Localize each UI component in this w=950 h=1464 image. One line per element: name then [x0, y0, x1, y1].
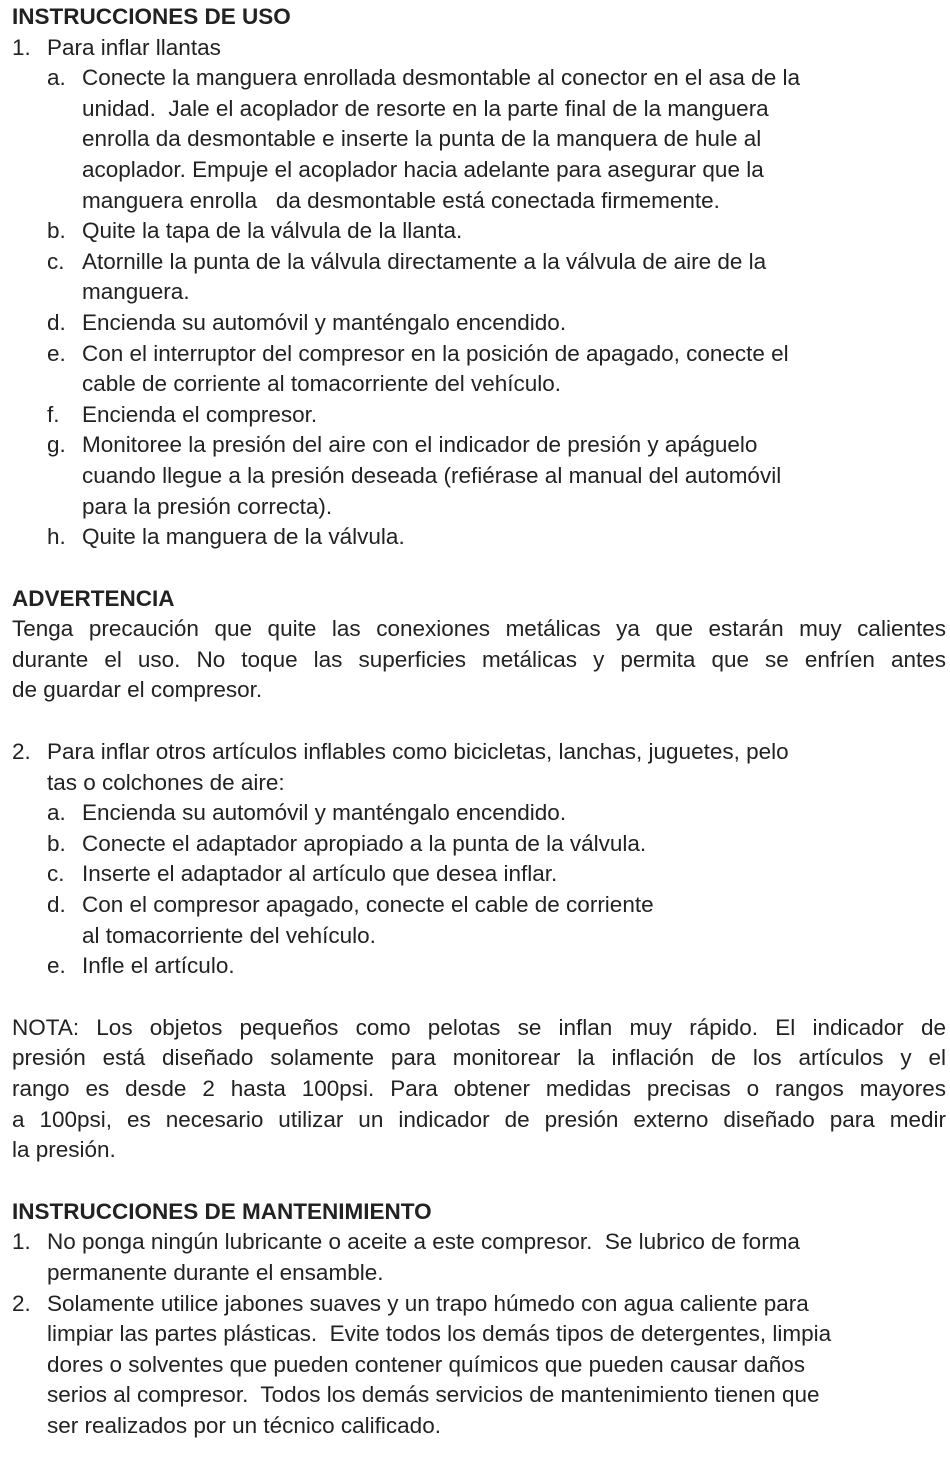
note-text-line: a 100psi, es necesario utilizar un indicador de presión externo diseñado para medir: [12, 1106, 946, 1132]
step-text-line: unidad. Jale el acoplador de resorte en la parte final de la manguera: [82, 95, 769, 121]
list-marker: g.: [47, 432, 66, 458]
warning-paragraph: [12, 614, 946, 706]
step-text-line: acoplador. Empuje el acoplador hacia adelante para asegurar que la: [82, 156, 764, 182]
step-text-line: Quite la manguera de la válvula.: [82, 524, 405, 550]
step-2c: [12, 859, 946, 890]
maintenance-heading: INSTRUCCIONES DE MANTENIMIENTO: [12, 1198, 432, 1224]
list-marker: b.: [47, 218, 66, 244]
step-1b: [12, 216, 946, 247]
step-text-line: Infle el artículo.: [82, 953, 235, 979]
note-text-line: rango es desde 2 hasta 100psi. Para obtener medidas precisas o rangos mayores: [12, 1076, 946, 1101]
list-marker: e.: [47, 340, 66, 366]
usage-item-2: [12, 737, 946, 798]
step-text-line: cuando llegue a la presión deseada (refiérase al manual del automóvil: [82, 462, 782, 488]
list-marker: b.: [47, 830, 66, 856]
usage-item-2-steps: [12, 798, 946, 982]
list-marker: f.: [47, 401, 60, 427]
usage-item-1: [12, 33, 946, 64]
warning-heading: ADVERTENCIA: [12, 585, 175, 611]
step-2a: [12, 798, 946, 829]
usage-instructions-heading: INSTRUCCIONES DE USO: [12, 4, 291, 29]
list-marker: 1.: [12, 34, 31, 60]
list-marker: 2.: [12, 1290, 31, 1316]
step-text-line: Encienda su automóvil y manténgalo encendido.: [82, 800, 567, 826]
note-paragraph: [12, 1013, 946, 1166]
list-marker: 1.: [12, 1229, 31, 1255]
list-marker: a.: [47, 800, 66, 826]
step-text-line: Encienda el compresor.: [82, 401, 318, 427]
step-text-line: Atornille la punta de la válvula directamente a la válvula de aire de la: [82, 248, 767, 274]
step-text-line: cable de corriente al tomacorriente del vehículo.: [82, 371, 562, 397]
maintenance-item-2: [12, 1289, 946, 1442]
list-marker: 2.: [12, 739, 31, 765]
list-marker: c.: [47, 248, 65, 274]
spacer: [12, 982, 946, 1013]
maintenance-text-line: permanente durante el ensamble.: [47, 1259, 384, 1285]
spacer: [12, 1166, 946, 1197]
note-text-line: presión está diseñado solamente para monitorear la inflación de los artículos y el: [12, 1045, 946, 1071]
warning-text-line: de guardar el compresor.: [12, 677, 263, 703]
maintenance-item-1: [12, 1227, 946, 1288]
list-marker: d.: [47, 309, 66, 335]
step-text-line: Monitoree la presión del aire con el indicador de presión y apáguelo: [82, 432, 758, 458]
step-text-line: enrolla da desmontable e inserte la punta de la manquera de hule al: [82, 126, 762, 152]
maintenance-text-line: No ponga ningún lubricante o aceite a este compresor. Se lubrico de forma: [47, 1229, 800, 1255]
step-1d: [12, 308, 946, 339]
step-2b: [12, 829, 946, 860]
step-text-line: para la presión correcta).: [82, 493, 333, 519]
list-marker: d.: [47, 892, 66, 918]
manual-page: [12, 2, 946, 1442]
maintenance-text-line: serios al compresor. Todos los demás servicios de mantenimiento tienen que: [47, 1382, 820, 1408]
step-2d: [12, 890, 946, 951]
step-text-line: Conecte la manguera enrollada desmontable al conector en el asa de la: [82, 65, 800, 91]
step-text-line: manguera.: [82, 279, 190, 305]
list-marker: h.: [47, 524, 66, 550]
step-text-line: Quite la tapa de la válvula de la llanta.: [82, 218, 463, 244]
maintenance-text-line: dores o solventes que pueden contener químicos que pueden causar daños: [47, 1351, 806, 1377]
spacer: [12, 553, 946, 584]
list-marker: e.: [47, 953, 66, 979]
step-1f: [12, 400, 946, 431]
usage-item-1-steps: [12, 63, 946, 553]
step-text-line: Inserte el adaptador al artículo que desea inflar.: [82, 861, 558, 887]
step-1e: [12, 339, 946, 400]
step-text-line: al tomacorriente del vehículo.: [82, 922, 376, 948]
usage-item-1-title: Para inflar llantas: [47, 34, 221, 60]
step-1h: [12, 522, 946, 553]
step-text-line: Conecte el adaptador apropiado a la punta de la válvula.: [82, 830, 647, 856]
warning-text-line: Tenga precaución que quite las conexiones metálicas ya que estarán muy calientes: [12, 616, 946, 642]
usage-item-2-title-line: tas o colchones de aire:: [47, 769, 285, 795]
step-text-line: Con el interruptor del compresor en la posición de apagado, conecte el: [82, 340, 789, 366]
note-text-line: la presión.: [12, 1137, 116, 1163]
step-2e: [12, 951, 946, 982]
step-text-line: manguera enrolla da desmontable está conectada firmemente.: [82, 187, 720, 213]
warning-text-line: durante el uso. No toque las superficies metálicas y permita que se enfríen antes: [12, 646, 946, 672]
usage-item-2-title-line: Para inflar otros artículos inflables como bicicletas, lanchas, juguetes, pelo: [47, 739, 789, 765]
step-1g: [12, 430, 946, 522]
step-text-line: Encienda su automóvil y manténgalo encendido.: [82, 309, 567, 335]
list-marker: c.: [47, 861, 65, 887]
note-text-line: NOTA: Los objetos pequeños como pelotas se inflan muy rápido. El indicador de: [12, 1014, 946, 1040]
maintenance-text-line: limpiar las partes plásticas. Evite todos los demás tipos de detergentes, limpia: [47, 1321, 832, 1347]
step-1a: [12, 63, 946, 216]
maintenance-text-line: ser realizados por un técnico calificado.: [47, 1412, 441, 1438]
spacer: [12, 706, 946, 737]
maintenance-text-line: Solamente utilice jabones suaves y un trapo húmedo con agua caliente para: [47, 1290, 809, 1316]
step-text-line: Con el compresor apagado, conecte el cable de corriente: [82, 892, 654, 918]
step-1c: [12, 247, 946, 308]
list-marker: a.: [47, 65, 66, 91]
